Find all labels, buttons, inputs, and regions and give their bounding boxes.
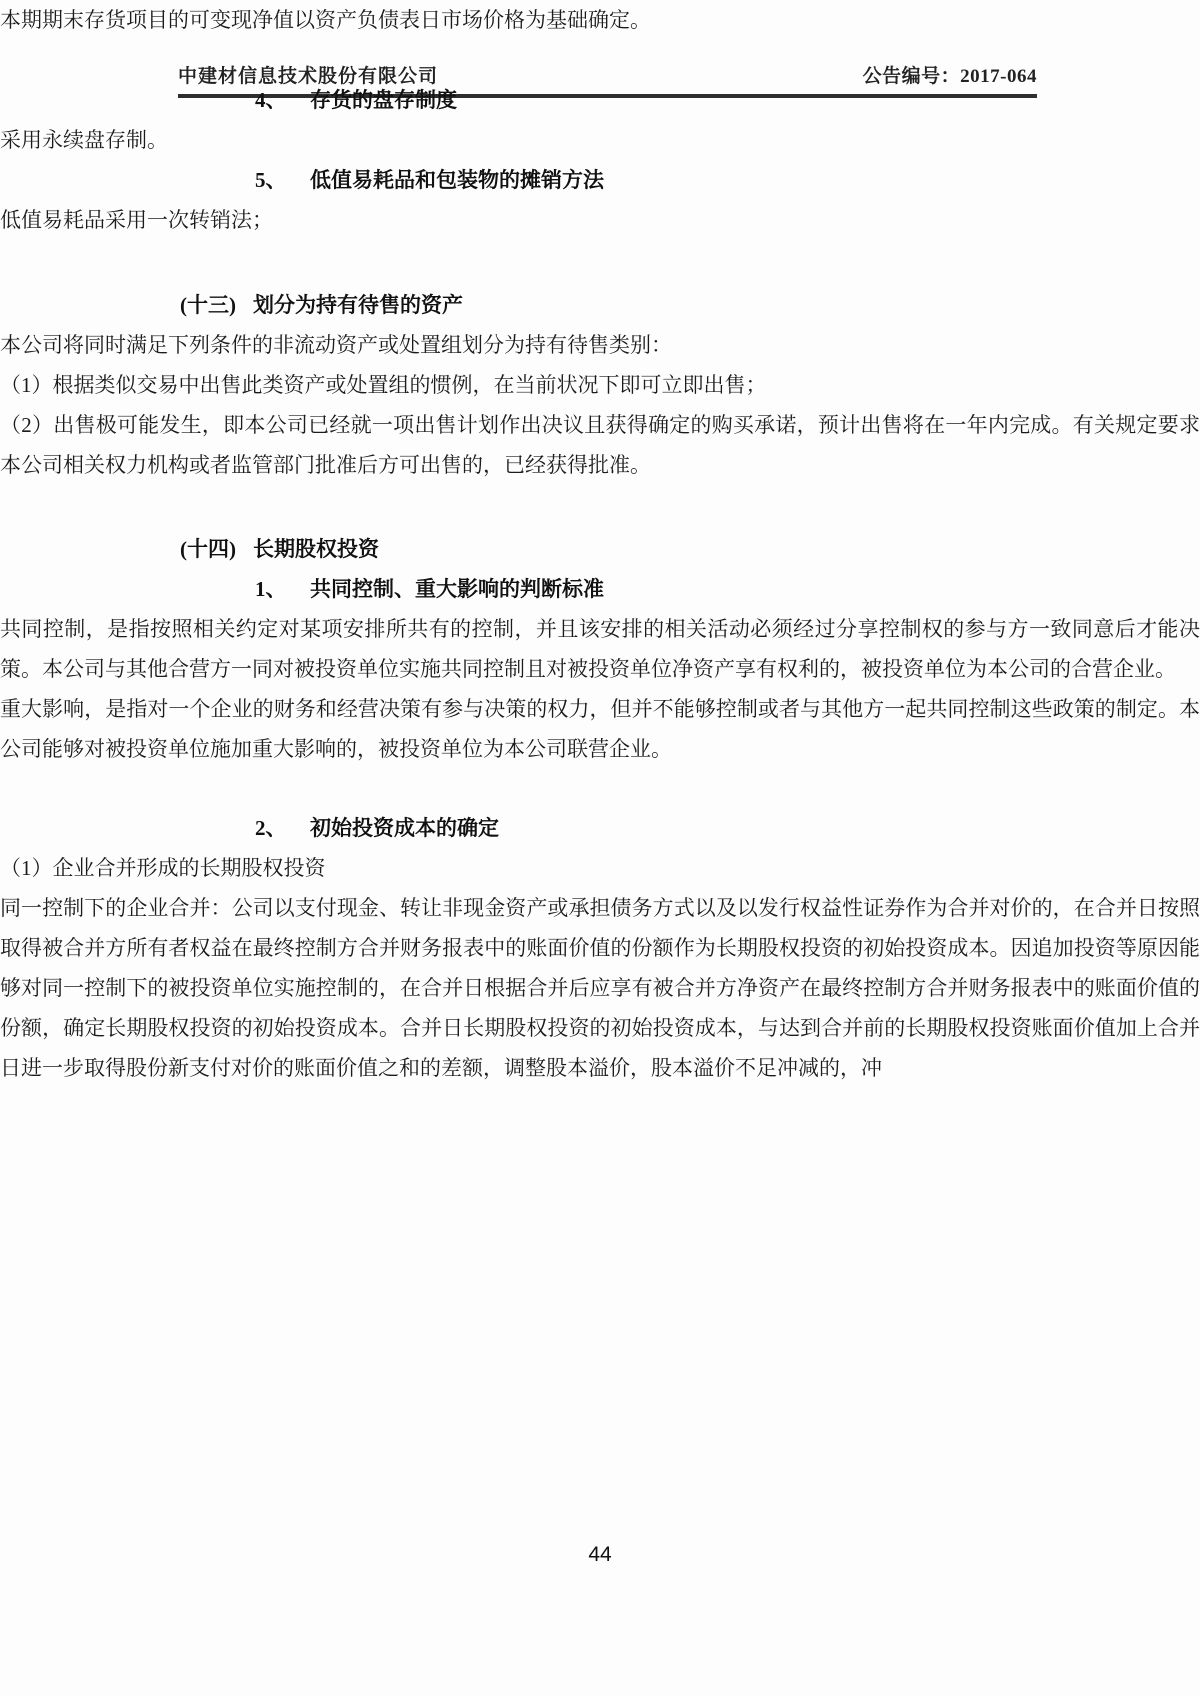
paragraph-item-5-body: 低值易耗品采用一次转销法；	[0, 208, 273, 232]
heading-section-14	[180, 529, 1037, 569]
page-footer	[0, 1535, 1200, 1575]
s14-item-2-number: 2、	[255, 816, 287, 840]
s14-item-1-number: 1、	[255, 577, 287, 601]
heading-s14-item-1	[255, 569, 1037, 609]
section-14-number: (十四)	[180, 537, 236, 561]
paragraph-significant-influence: 重大影响，是指对一个企业的财务和经营决策有参与决策的权力，但并不能够控制或者与其他方一起共同控制这些政策的制定。本公司能够对被投资单位施加重大影响的，被投资单位为本公司联营企业。	[0, 697, 1200, 761]
paragraph-s13-condition-1: （1）根据类似交易中出售此类资产或处置组的惯例，在当前状况下即可立即出售；	[0, 373, 767, 397]
company-name: 中建材信息技术股份有限公司	[178, 65, 439, 87]
item-5-title: 低值易耗品和包装物的摊销方法	[310, 168, 604, 192]
section-13-number: (十三)	[180, 293, 236, 317]
section-14-title: 长期股权投资	[253, 537, 379, 561]
notice-number: 公告编号：2017-064	[862, 65, 1037, 87]
item-4-title: 存货的盘存制度	[310, 88, 457, 112]
item-5-number: 5、	[255, 168, 287, 192]
item-4-number: 4、	[255, 88, 287, 112]
heading-section-13	[180, 285, 1037, 325]
paragraph-item-4-body: 采用永续盘存制。	[0, 128, 168, 152]
heading-item-4	[255, 80, 1037, 120]
heading-item-5	[255, 160, 1037, 200]
section-13-title: 划分为持有待售的资产	[253, 293, 463, 317]
s14-item-1-title: 共同控制、重大影响的判断标准	[310, 577, 604, 601]
paragraph-same-control-merger: 同一控制下的企业合并：公司以支付现金、转让非现金资产或承担债务方式以及以发行权益性证券作为合并对价的，在合并日按照取得被合并方所有者权益在最终控制方合并财务报表中的账面价值的份额作为长期股权投资的初始投资成本。因追加投资等原因能够对同一控制下的被投资单位实施控制的，在合并日根据合并后应享有被合并方净资产在最终控制方合并财务报表中的账面价值的份额，确定长期股权投资的初始投资成本。合并日长期股权投资的初始投资成本，与达到合并前的长期股权投资账面价值加上合并日进一步取得股份新支付对价的账面价值之和的差额，调整股本溢价，股本溢价不足冲减的，冲	[0, 896, 1200, 1080]
page-number: 44	[588, 1543, 612, 1566]
s14-item-2-title: 初始投资成本的确定	[310, 816, 499, 840]
heading-s14-item-2	[255, 808, 1037, 848]
paragraph-joint-control: 共同控制，是指按照相关约定对某项安排所共有的控制，并且该安排的相关活动必须经过分享控制权的参与方一致同意后才能决策。本公司与其他合营方一同对被投资单位实施共同控制且对被投资单位净资产享有权利的，被投资单位为本公司的合营企业。	[0, 617, 1200, 681]
paragraph-business-combination-label: （1）企业合并形成的长期股权投资	[0, 856, 326, 880]
paragraph-inventory-nrv: 本期期末存货项目的可变现净值以资产负债表日市场价格为基础确定。	[0, 8, 651, 32]
paragraph-s13-condition-2: （2）出售极可能发生，即本公司已经就一项出售计划作出决议且获得确定的购买承诺，预计出售将在一年内完成。有关规定要求本公司相关权力机构或者监管部门批准后方可出售的，已经获得批准。	[0, 413, 1200, 477]
paragraph-s13-intro: 本公司将同时满足下列条件的非流动资产或处置组划分为持有待售类别：	[0, 333, 672, 357]
